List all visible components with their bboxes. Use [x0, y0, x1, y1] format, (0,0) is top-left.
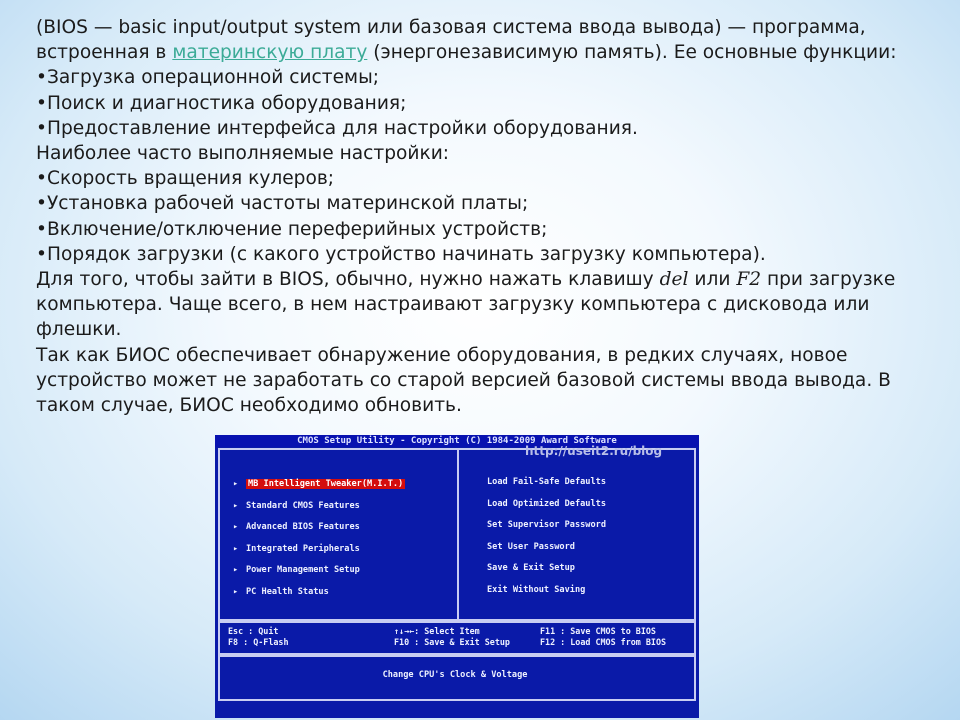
bios-menu-label: Advanced BIOS Features — [246, 522, 360, 533]
triangle-right-icon: ▸ — [233, 479, 239, 489]
bios-menu-label: Integrated Peripherals — [246, 543, 360, 554]
triangle-right-icon: ▸ — [233, 522, 239, 533]
triangle-right-icon: ▸ — [233, 500, 239, 511]
settings-list — [36, 166, 936, 267]
bios-keys-quit — [228, 626, 289, 648]
list-item: •Загрузка операционной системы; — [36, 67, 380, 89]
list-item: •Предоставление интерфейса для настройки оборудования. — [36, 117, 638, 139]
bios-menu-item[interactable]: Load Fail-Safe Defaults — [487, 477, 606, 487]
motherboard-link[interactable]: материнскую плату — [172, 42, 368, 64]
del-key: del — [659, 269, 689, 291]
bios-menu-item[interactable] — [233, 521, 405, 543]
triangle-right-icon: ▸ — [233, 543, 239, 554]
esc-quit-hint: Esc : Quit — [228, 626, 279, 636]
triangle-right-icon: ▸ — [233, 586, 239, 597]
bios-menu-item[interactable] — [233, 543, 405, 565]
bios-menu-item[interactable] — [233, 564, 405, 586]
f2-key: F2 — [736, 269, 762, 291]
enter-text: при загрузке компьютера. Чаще всего, в нем настраивают загрузку компьютера с дисковода или флешки. — [36, 269, 896, 341]
bios-menu-label: Power Management Setup — [246, 565, 360, 576]
bios-left-menu — [233, 478, 405, 608]
update-paragraph: Так как БИОС обеспечивает обнаружение оборудования, в редких случаях, новое устройство может не заработать со старой версией базовой системы ввода вывода. В таком случае, БИОС необходимо обновить. — [36, 344, 891, 417]
bios-right-menu — [487, 476, 606, 606]
bios-title: CMOS Setup Utility - Copyright (C) 1984-2009 Award Software — [215, 435, 699, 447]
f8-qflash-hint: F8 : Q-Flash — [228, 637, 289, 647]
list-item: •Скорость вращения кулеров; — [36, 168, 335, 190]
f12-load-cmos-hint: F12 : Load CMOS from BIOS — [540, 637, 667, 647]
bios-menu-item[interactable] — [233, 500, 405, 522]
intro-text: (BIOS — basic input/output system или базовая система ввода вывода) — программа, встроенная в — [36, 17, 866, 64]
list-item: •Поиск и диагностика оборудования; — [36, 92, 407, 114]
bios-menu-item[interactable]: Exit Without Saving — [487, 584, 586, 595]
intro-text-end: (энергонезависимую память). Ее основные функции: — [367, 42, 897, 64]
list-item: •Включение/отключение переферийных устройств; — [36, 218, 548, 240]
watermark: http://useit2.ru/blog — [525, 444, 663, 458]
f10-save-exit-hint: F10 : Save & Exit Setup — [394, 637, 510, 647]
functions-list — [36, 65, 936, 141]
settings-heading: Наиболее часто выполняемые настройки: — [36, 143, 450, 165]
enter-bios-paragraph — [36, 267, 936, 343]
bios-menu-item[interactable] — [233, 478, 405, 500]
bios-menu-item[interactable]: Save & Exit Setup — [487, 563, 575, 574]
bios-keys-cmos — [540, 626, 666, 648]
enter-text: Для того, чтобы зайти в BIOS, обычно, нужно нажать клавишу — [36, 269, 660, 291]
bios-screenshot — [215, 435, 699, 718]
slide-text — [36, 15, 936, 418]
list-item: •Установка рабочей частоты материнской платы; — [36, 193, 529, 215]
list-item: •Порядок загрузки (с какого устройство начинать загрузку компьютера). — [36, 243, 766, 265]
select-item-hint: ↑↓→←: Select Item — [394, 626, 480, 636]
bios-menu-item[interactable]: Load Optimized Defaults — [487, 498, 606, 509]
bios-menu-label: Standard CMOS Features — [246, 500, 360, 511]
bios-menu-label: MB Intelligent Tweaker(M.I.T.) — [248, 479, 404, 489]
bios-menu-item[interactable]: Set User Password — [487, 541, 575, 552]
bios-menu-item[interactable] — [233, 586, 405, 608]
bios-divider — [457, 448, 459, 621]
intro-paragraph — [36, 15, 936, 65]
bios-status-line: Change CPU's Clock & Voltage — [382, 670, 528, 680]
triangle-right-icon: ▸ — [233, 565, 239, 576]
f11-save-cmos-hint: F11 : Save CMOS to BIOS — [540, 626, 656, 636]
bios-keys-nav — [394, 626, 510, 648]
bios-menu-item[interactable]: Set Supervisor Password — [487, 520, 606, 531]
enter-text: или — [688, 269, 737, 291]
bios-menu-label: PC Health Status — [246, 586, 329, 597]
